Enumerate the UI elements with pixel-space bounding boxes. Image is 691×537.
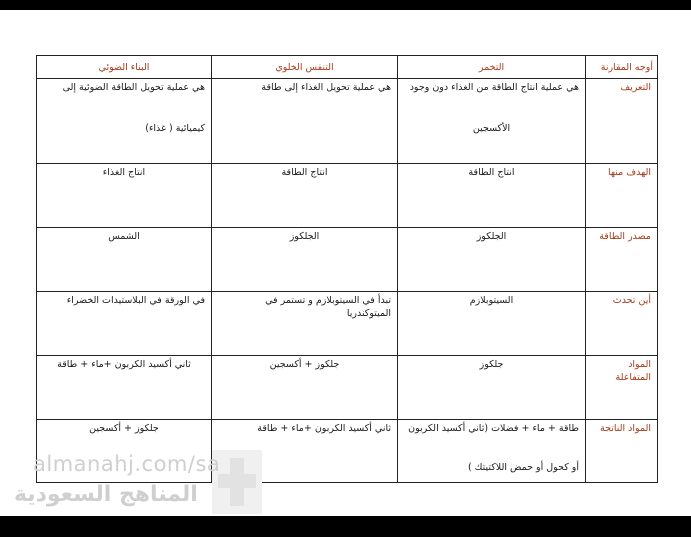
table-cell: الشمس bbox=[37, 228, 212, 292]
table-cell bbox=[398, 79, 586, 164]
cell-text: الأكسجين bbox=[472, 123, 511, 134]
table-cell: جلكوز bbox=[398, 356, 586, 420]
table-row bbox=[37, 228, 658, 292]
header-comparison-aspects: أوجه المقارنة bbox=[586, 56, 658, 79]
row-label: الهدف منها bbox=[586, 164, 658, 228]
row-label: مصدر الطاقة bbox=[586, 228, 658, 292]
table-cell: جلكوز + أكسجين bbox=[212, 356, 398, 420]
header-photosynthesis: البناء الضوئي bbox=[37, 56, 212, 79]
cell-text: هي عملية تحويل الطاقة الضوئية إلى bbox=[62, 82, 205, 93]
table-cell: تبدأ في السيتوبلازم و تستمر في الميتوكندريا bbox=[212, 292, 398, 356]
row-label: المواد المتفاعلة bbox=[586, 356, 658, 420]
header-cellular-respiration: التنفس الخلوي bbox=[212, 56, 398, 79]
table-cell: ثاني أكسيد الكربون +ماء + طاقة bbox=[212, 420, 398, 483]
cell-text: كيميائية ( غذاء) bbox=[145, 123, 205, 134]
table-cell: انتاج الطاقة bbox=[212, 164, 398, 228]
table-cell: ثاني أكسيد الكربون +ماء + طاقة bbox=[37, 356, 212, 420]
table-cell: هي عملية تحويل الغذاء إلى طاقة bbox=[212, 79, 398, 164]
table-cell: جلكوز + أكسجين bbox=[37, 420, 212, 483]
watermark-logo: المناهج السعودية bbox=[14, 482, 198, 507]
top-black-bar bbox=[0, 0, 691, 10]
table-cell: الجلكوز bbox=[398, 228, 586, 292]
cell-text: هي عملية انتاج الطاقة من الغذاء دون وجود bbox=[409, 82, 579, 93]
table-row bbox=[37, 79, 658, 164]
table-row bbox=[37, 292, 658, 356]
row-label: التعريف bbox=[586, 79, 658, 164]
table-cell bbox=[398, 420, 586, 483]
table-cell: في الورقة في البلاستيدات الخضراء bbox=[37, 292, 212, 356]
table-row bbox=[37, 356, 658, 420]
cell-text: طاقة + ماء + فضلات (ثاني أكسيد الكربون bbox=[408, 423, 579, 434]
table-cell bbox=[37, 79, 212, 164]
comparison-table bbox=[36, 55, 658, 483]
table-cell: انتاج الطاقة bbox=[398, 164, 586, 228]
table-row bbox=[37, 164, 658, 228]
cell-text: أو كحول أو حمض اللاكتيتك ) bbox=[467, 462, 579, 473]
row-label: أين تحدث bbox=[586, 292, 658, 356]
table-cell: انتاج الغذاء bbox=[37, 164, 212, 228]
row-label: المواد الناتجة bbox=[586, 420, 658, 483]
watermark-url: almanahj.com/sa bbox=[33, 452, 221, 476]
header-fermentation: التخمر bbox=[398, 56, 586, 79]
table-header-row bbox=[37, 56, 658, 79]
table-cell: السيتوبلازم bbox=[398, 292, 586, 356]
table-cell: الجلكوز bbox=[212, 228, 398, 292]
bottom-black-bar bbox=[0, 516, 691, 537]
